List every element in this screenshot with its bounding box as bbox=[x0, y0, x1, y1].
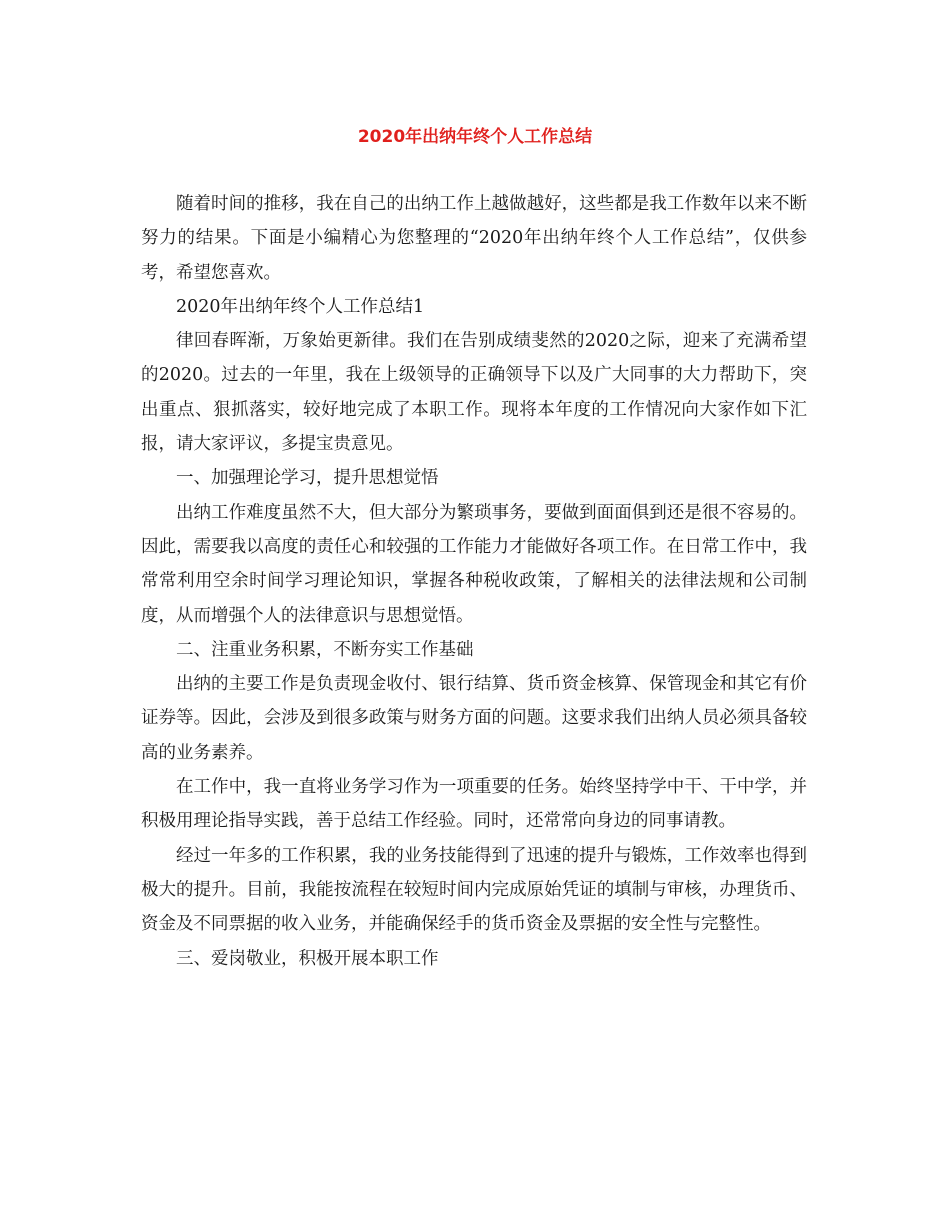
body-paragraph: 出纳工作难度虽然不大，但大部分为繁琐事务，要做到面面俱到还是很不容易的。因此，需要我以高度的责任心和较强的工作能力才能做好各项工作。在日常工作中，我常常利用空余时间学习理论知识，掌握各种税收政策，了解相关的法律法规和公司制度，从而增强个人的法律意识与思想觉悟。 bbox=[141, 502, 807, 626]
section-heading-2: 二、注重业务积累，不断夯实工作基础 bbox=[176, 639, 474, 660]
section-heading-1: 一、加强理论学习，提升思想觉悟 bbox=[176, 468, 439, 489]
section-heading-summary-1: 2020年出纳年终个人工作总结1 bbox=[176, 296, 425, 317]
body-paragraph: 律回春晖渐，万象始更新律。我们在告别成绩斐然的2020之际，迎来了充满希望的2020。过去的一年里，我在上级领导的正确领导下以及广大同事的大力帮助下，突出重点、狠抓落实，较好地完成了本职工作。现将本年度的工作情况向大家作如下汇报，请大家评议，多提宝贵意见。 bbox=[141, 331, 807, 455]
document-body bbox=[141, 187, 807, 976]
body-paragraph: 出纳的主要工作是负责现金收付、银行结算、货币资金核算、保管现金和其它有价证券等。因此，会涉及到很多政策与财务方面的问题。这要求我们出纳人员必须具备较高的业务素养。 bbox=[141, 674, 807, 763]
intro-paragraph: 随着时间的推移，我在自己的出纳工作上越做越好，这些都是我工作数年以来不断努力的结果。下面是小编精心为您整理的“2020年出纳年终个人工作总结”，仅供参考，希望您喜欢。 bbox=[141, 194, 807, 283]
document-title: 2020年出纳年终个人工作总结 bbox=[357, 127, 593, 147]
section-heading-3: 三、爱岗敬业，积极开展本职工作 bbox=[176, 948, 439, 969]
body-paragraph: 经过一年多的工作积累，我的业务技能得到了迅速的提升与锻炼，工作效率也得到极大的提升。目前，我能按流程在较短时间内完成原始凭证的填制与审核，办理货币、资金及不同票据的收入业务，并能确保经手的货币资金及票据的安全性与完整性。 bbox=[141, 845, 807, 935]
body-paragraph: 在工作中，我一直将业务学习作为一项重要的任务。始终坚持学中干、干中学，并积极用理论指导实践，善于总结工作经验。同时，还常常向身边的同事请教。 bbox=[141, 777, 807, 832]
